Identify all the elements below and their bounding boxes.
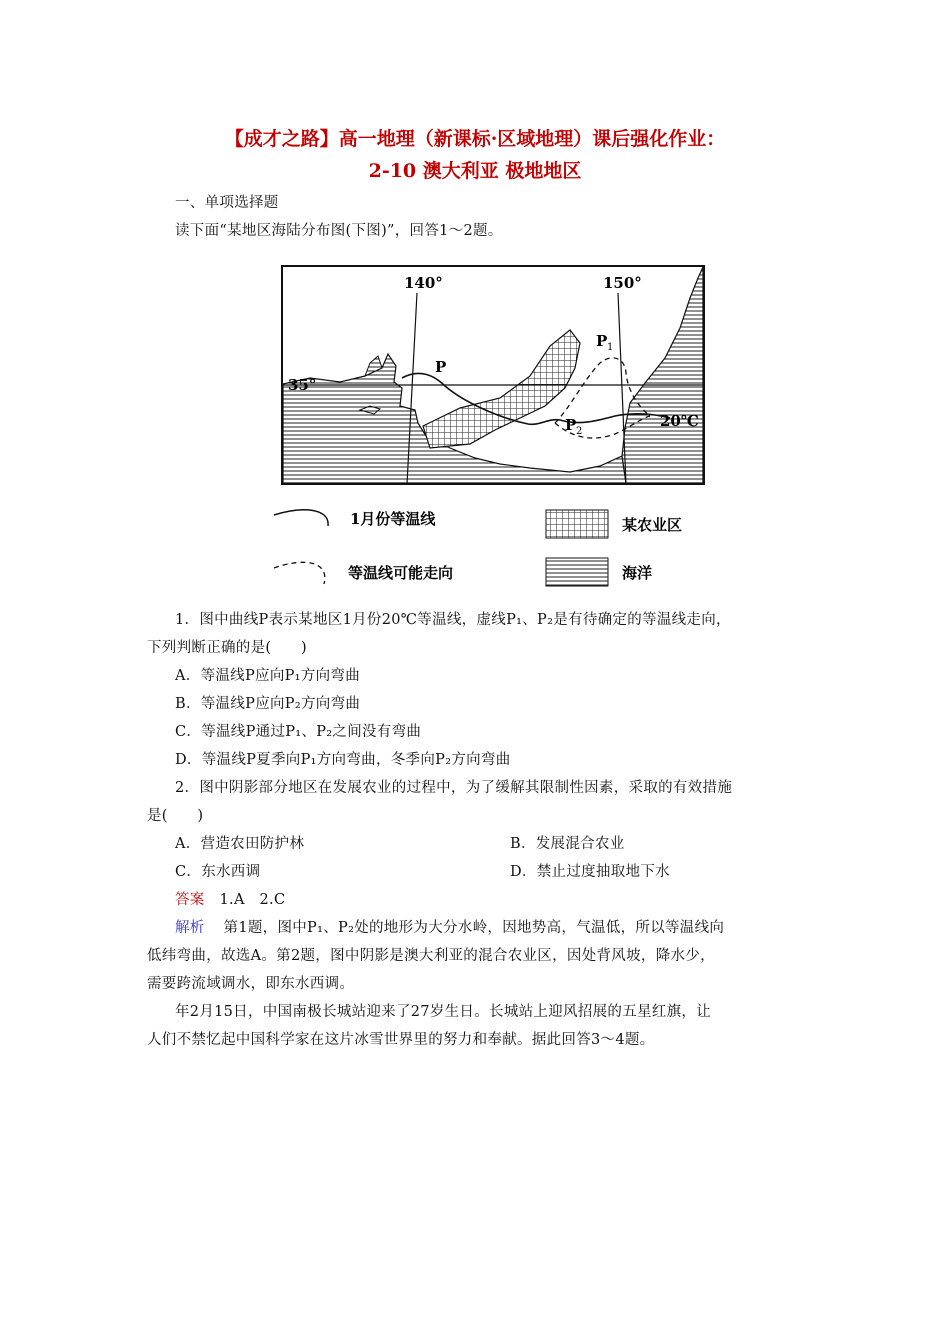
q2-option-c: C．东水西调 bbox=[175, 864, 261, 880]
legend-agri-swatch bbox=[546, 510, 608, 538]
q2-option-d: D．禁止过度抽取地下水 bbox=[510, 864, 670, 880]
closing-line2: 人们不禁忆起中国科学家在这片冰雪世界里的努力和奉献。据此回答3～4题。 bbox=[147, 1032, 655, 1048]
label-150: 150° bbox=[603, 274, 642, 292]
q2-option-a: A．营造农田防护林 bbox=[175, 836, 305, 852]
q1-option-b: B．等温线P应向P₂方向弯曲 bbox=[175, 696, 361, 712]
label-p: P bbox=[435, 358, 447, 376]
legend-solid-line-label: 1月份等温线 bbox=[350, 510, 436, 528]
label-35: 35° bbox=[288, 376, 317, 394]
answer-label: 答案 bbox=[175, 892, 205, 908]
q1-option-a: A．等温线P应向P₁方向弯曲 bbox=[175, 668, 360, 684]
label-p2-sub: 2 bbox=[576, 426, 583, 437]
label-p1-sub: 1 bbox=[607, 342, 614, 353]
q1-stem-line2: 下列判断正确的是( ) bbox=[147, 640, 307, 656]
q1-stem-line1: 1．图中曲线P表示某地区1月份20℃等温线，虚线P₁、P₂是有待确定的等温线走向， bbox=[175, 612, 731, 628]
analysis-line3: 需要跨流域调水，即东水西调。 bbox=[147, 976, 355, 992]
section-heading: 一、单项选择题 bbox=[175, 195, 279, 211]
q2-option-b: B．发展混合农业 bbox=[510, 836, 625, 852]
legend-agri-label: 某农业区 bbox=[622, 516, 683, 534]
sea-land-map bbox=[270, 258, 710, 488]
analysis-line1: 第1题，图中P₁、P₂处的地形为大分水岭，因地势高，气温低，所以等温线向 bbox=[223, 920, 725, 936]
map-legend bbox=[262, 500, 702, 595]
analysis-label: 解析 bbox=[175, 920, 205, 936]
analysis-row1 bbox=[175, 916, 724, 937]
question-intro: 读下面“某地区海陆分布图(下图)”，回答1～2题。 bbox=[175, 223, 503, 239]
legend-solid-line-icon bbox=[274, 510, 328, 526]
label-p2: P bbox=[565, 416, 577, 434]
label-140: 140° bbox=[404, 274, 443, 292]
page-title-line1: 【成才之路】高一地理（新课标·区域地理）课后强化作业： bbox=[224, 128, 726, 150]
answer-text: 1.A 2.C bbox=[219, 892, 286, 908]
q1-option-d: D．等温线P夏季向P₁方向弯曲，冬季向P₂方向弯曲 bbox=[175, 752, 511, 768]
q1-option-c: C．等温线P通过P₁、P₂之间没有弯曲 bbox=[175, 724, 422, 740]
q2-stem-line1: 2．图中阴影部分地区在发展农业的过程中，为了缓解其限制性因素，采取的有效措施 bbox=[175, 780, 733, 796]
closing-line1: 年2月15日，中国南极长城站迎来了27岁生日。长城站上迎风招展的五星红旗，让 bbox=[175, 1004, 712, 1020]
legend-ocean-label: 海洋 bbox=[622, 564, 653, 582]
answer-row bbox=[175, 888, 285, 909]
label-20c: 20℃ bbox=[660, 412, 699, 430]
legend-ocean-swatch bbox=[546, 558, 608, 586]
legend-dashed-line-icon bbox=[274, 562, 325, 584]
q2-stem-line2: 是( ) bbox=[147, 808, 204, 824]
legend-dashed-line-label: 等温线可能走向 bbox=[348, 564, 454, 582]
analysis-line2: 低纬弯曲，故选A。第2题，图中阴影是澳大利亚的混合农业区，因处背风坡，降水少， bbox=[147, 948, 715, 964]
page-title-line2: 2-10 澳大利亚 极地地区 bbox=[368, 160, 582, 182]
label-p1: P bbox=[596, 332, 608, 350]
